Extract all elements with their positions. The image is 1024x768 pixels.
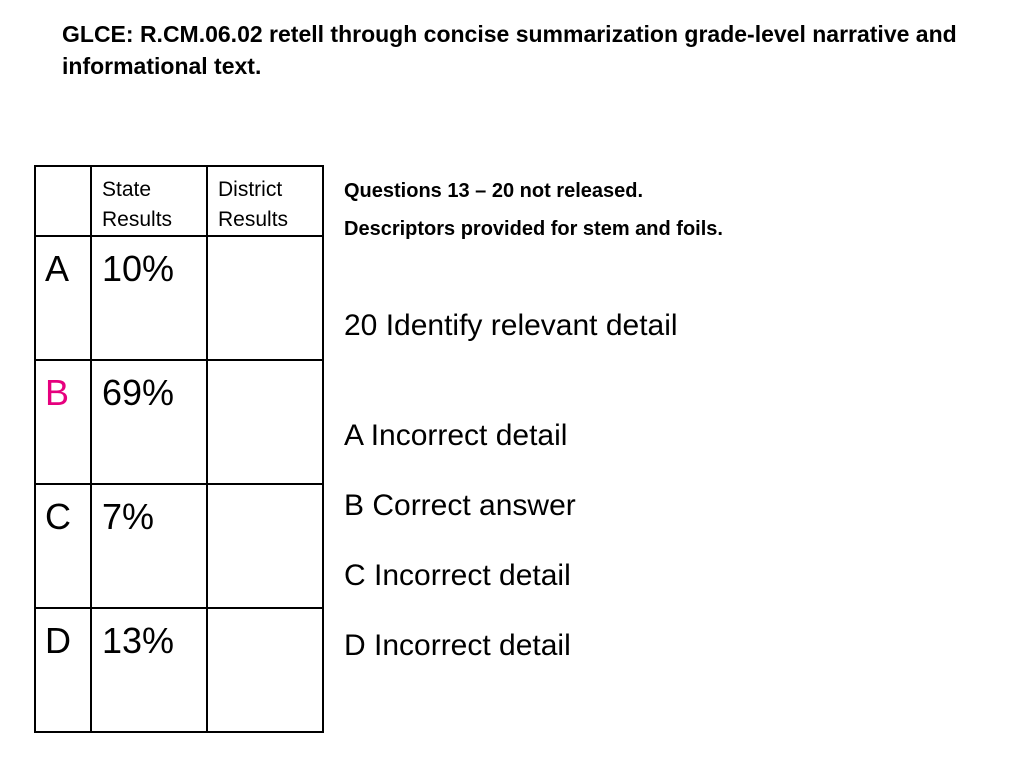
header-empty-cell xyxy=(35,166,91,236)
district-result xyxy=(207,484,323,608)
district-result xyxy=(207,608,323,732)
table-row xyxy=(35,484,323,608)
answer-descriptor: C Incorrect detail xyxy=(344,559,571,592)
answer-letter: D xyxy=(35,608,91,732)
question-descriptor: 20 Identify relevant detail xyxy=(344,309,678,342)
answer-letter: A xyxy=(35,236,91,360)
answer-letter-correct: B xyxy=(35,360,91,484)
not-released-note: Questions 13 – 20 not released. xyxy=(344,180,644,202)
answer-descriptor: D Incorrect detail xyxy=(344,629,571,662)
table-header-row xyxy=(35,166,323,236)
results-table xyxy=(34,165,324,733)
page-title: GLCE: R.CM.06.02 retell through concise summarization grade-level narrative and informational text. xyxy=(62,21,957,79)
district-result xyxy=(207,236,323,360)
table-row xyxy=(35,360,323,484)
answer-descriptor: A Incorrect detail xyxy=(344,419,568,452)
descriptors-note: Descriptors provided for stem and foils. xyxy=(344,218,723,240)
district-result xyxy=(207,360,323,484)
header-district-results: District Results xyxy=(207,166,323,236)
table-row xyxy=(35,236,323,360)
answer-letter: C xyxy=(35,484,91,608)
state-result: 10% xyxy=(91,236,207,360)
answer-descriptor: B Correct answer xyxy=(344,489,576,522)
state-result: 69% xyxy=(91,360,207,484)
answer-descriptor-list xyxy=(344,418,1004,664)
table-row xyxy=(35,608,323,732)
notes-panel xyxy=(344,176,1004,698)
state-result: 7% xyxy=(91,484,207,608)
state-result: 13% xyxy=(91,608,207,732)
header-state-results: State Results xyxy=(91,166,207,236)
